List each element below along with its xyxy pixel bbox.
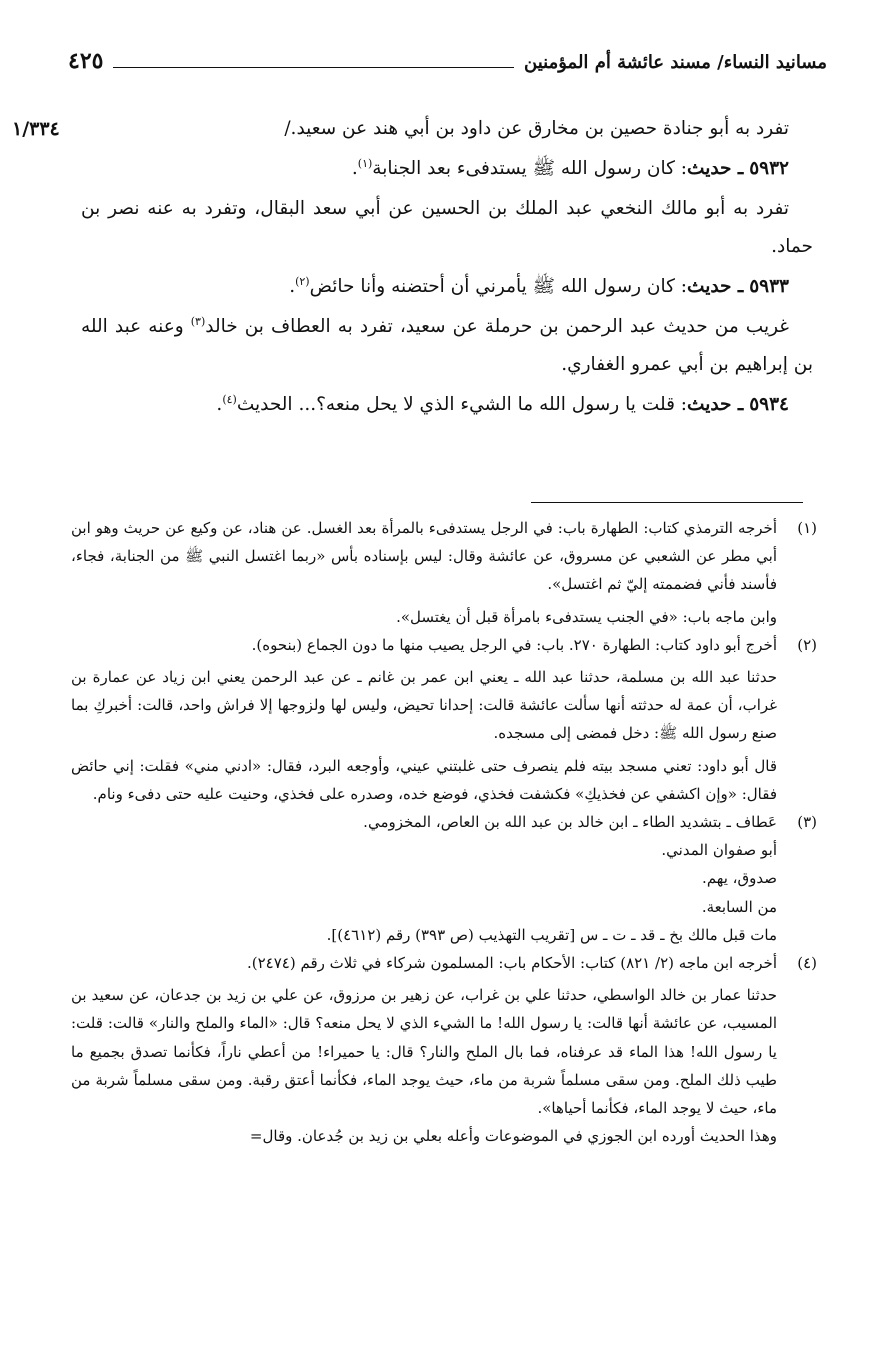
hadith-label: ـ حديث [687,276,744,297]
page-number: ٤٢٥ [68,48,104,74]
footnote-1: (١) أخرجه الترمذي كتاب: الطهارة باب: في الرجل يستدفىء بالمرأة بعد الغسل. عن هناد، عن وكيع عن حريث وهو ابن أبي مطر عن الشعبي عن مسروق، عن عائشة وقال: ليس بإسناده بأس «ربما اغتسل النبي ﷺ من الجنابة، فجاء، فأسند فأني فضممته إليّ ثم اغتسل». وابن ماجه باب: «في الجنب يستدفىء بامرأة قبل أن يغتسل». [71,514,817,631]
footnote-separator [531,502,803,503]
hadith-text: : كان رسول الله ﷺ يستدفىء بعد الجنابة [372,158,688,179]
paragraph-note: تفرد به أبو جنادة حصين بن مخارق عن داود بن أبي هند عن سعيد./ [284,118,789,139]
footnote-number: (٣) [797,813,817,832]
running-header [68,38,827,72]
paragraph-note: غريب من حديث عبد الرحمن بن حرملة عن سعيد، تفرد به العطاف بن خالد$^{(٣)}$ وعنه عبد الله بن إبراهيم بن أبي عمرو الغفاري. [81,314,813,375]
footnote-marker: (٢) [295,274,310,288]
footnote-marker: (٣) [190,314,206,328]
hadith-number: ٥٩٣٣ [749,276,789,297]
hadith-number: ٥٩٣٢ [749,158,789,179]
footnote-number: (١) [797,519,817,537]
footnote-number: (٢) [797,635,817,654]
paragraph-note: تفرد به أبو مالك النخعي عبد الملك بن الحسين عن أبي سعد البقال، وتفرد به عنه نصر بن حماد. [81,198,813,257]
footnotes [71,514,817,1150]
hadith-text: : كان رسول الله ﷺ يأمرني أن أحتضنه وأنا حائض [309,276,688,297]
hadith-entry: ٥٩٣٣ ـ حديث: كان رسول الله ﷺ يأمرني أن أحتضنه وأنا حائض$^{(٢)}$. [289,274,789,297]
hadith-label: ـ حديث [687,394,744,415]
footnote-number: (٤) [797,954,817,973]
footnote-3: (٣) عَطاف ـ بتشديد الطاء ـ ابن خالد بن عبد الله بن العاص، المخزومي. أبو صفوان المدني. صدوق، يهم. من السابعة. مات قبل مالك بخ ـ قد ـ ت ـ س [تقريب التهذيب (ص ٣٩٣) رقم (٤٦١٢)]. [71,808,817,949]
hadith-entry: ٥٩٣٢ ـ حديث: كان رسول الله ﷺ يستدفىء بعد الجنابة$^{(١)}$. [351,156,789,179]
running-title: مسانيد النساء/ مسند عائشة أم المؤمنين [524,52,827,73]
header-rule [113,67,514,68]
hadith-number: ٥٩٣٤ [749,394,789,415]
hadith-text: : قلت يا رسول الله ما الشيء الذي لا يحل منعه؟... الحديث [236,394,688,415]
footnote-2: (٢) أخرج أبو داود كتاب: الطهارة ٢٧٠. باب: في الرجل يصيب منها ما دون الجماع (بنحوه). حدثنا عبد الله بن مسلمة، حدثنا عبد الله ـ يعني ابن عمر بن غانم ـ عن عبد الرحمن يعني ابن زياد عن عمارة بن غراب، أن عمة له حدثته أنها سألت عائشة قالت: إحدانا تحيض، وليس لها ولزوجها إلا فراش واحد، قالت: أخبركِ بما صنع رسول الله ﷺ: دخل فمضى إلى مسجده. قال أبو داود: تعني مسجد بيته فلم ينصرف حتى غلبتني عيني، وأوجعه البرد، فقال: «ادني مني» فقلت: إني حائض فقال: «وإن اكشفي عن فخذيكِ» فكشفت فخذي، فوضع خده، وصدره على فخذي، وحنيت عليه حتى دفىء ونام. [71,631,817,808]
hadith-entry: ٥٩٣٤ ـ حديث: قلت يا رسول الله ما الشيء الذي لا يحل منعه؟... الحديث$^{(٤)}$. [216,392,789,415]
main-text [81,110,813,426]
hadith-label: ـ حديث [687,158,744,179]
margin-reference: ١/٣٣٤ [12,118,60,140]
footnote-4: (٤) أخرجه ابن ماجه (٢/ ٨٢١) كتاب: الأحكام باب: المسلمون شركاء في ثلاث رقم (٢٤٧٤). حدثنا عمار بن خالد الواسطي، حدثنا علي بن غراب، عن زهير بن مرزوق، عن علي بن زيد بن جدعان، عن سعيد بن المسيب، عن عائشة أنها قالت: يا رسول الله! ما الشيء الذي لا يحل منعه؟ قال: «الماء والملح والنار» قالت: قلت: يا رسول الله! هذا الماء قد عرفناه، فما بال الملح والنار؟ قال: يا حميراء! من أعطي ناراً، فكأنما تصدق بجميع ما طيب ذلك الملح. ومن سقى مسلماً شربة من ماء، حيث يوجد الماء، فكأنما أعتق رقبة. ومن سقى مسلماً شربة من ماء، حيث لا يوجد الماء، فكأنما أحياها». وهذا الحديث أورده ابن الجوزي في الموضوعات وأعله بعلي بن زيد بن جُدعان. وقال= [71,949,817,1150]
footnote-marker: (١) [357,156,373,170]
footnote-marker: (٤) [222,392,237,406]
